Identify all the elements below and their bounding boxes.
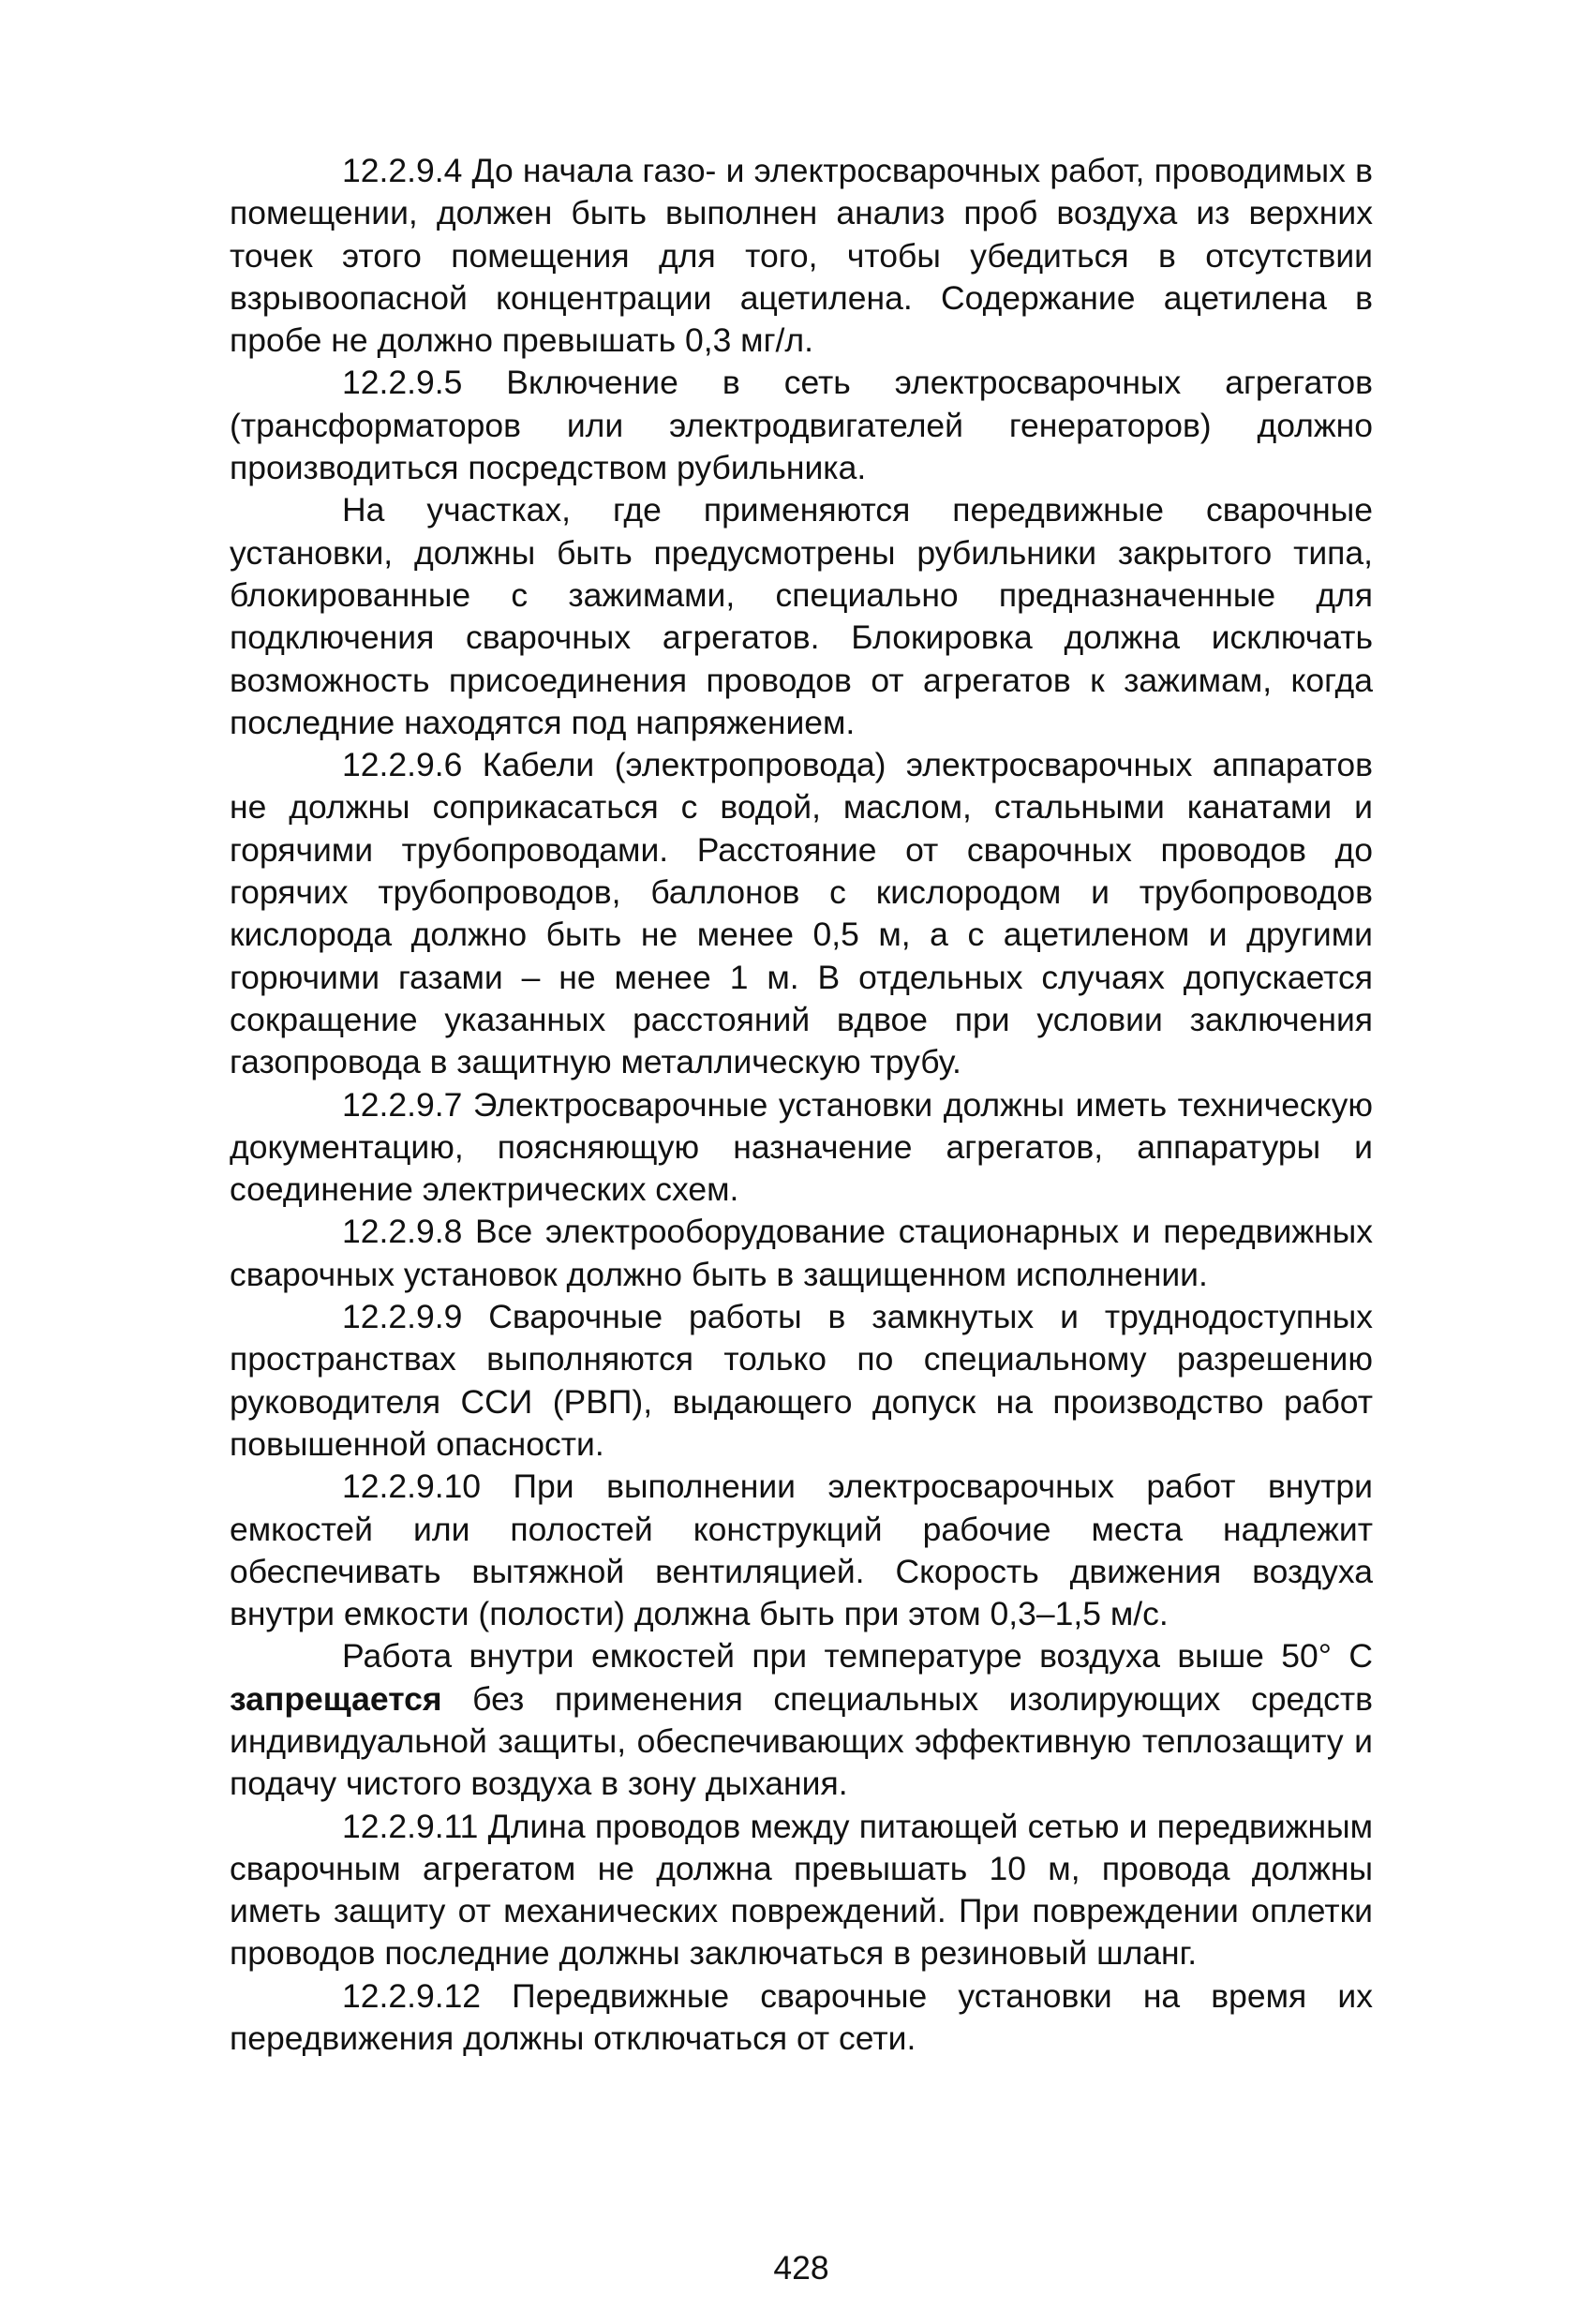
paragraph-text-before: Работа внутри емкостей при температуре воздуха выше 50° С (342, 1637, 1373, 1676)
document-page (230, 150, 1374, 2287)
paragraph-12-2-9-8: 12.2.9.8 Все электрооборудование стационарных и передвижных сварочных установок должно быть в защищенном исполнении. (230, 1213, 1373, 1293)
page-number: 428 (773, 2249, 829, 2287)
paragraph-text-after: без применения специальных изолирующих средств индивидуальной защиты, обеспечивающих эффективную теплозащиту и подачу чистого воздуха в зону дыхания. (230, 1679, 1374, 1803)
paragraph-temperature-restriction (230, 1635, 1373, 1805)
paragraph-12-2-9-11: 12.2.9.11 Длина проводов между питающей сетью и передвижным сварочным агрегатом не должна превышать 10 м, провода должны иметь защиту от механических повреждений. При повреждении оплетки проводов последние должны заключаться в резиновый шланг. (230, 1807, 1373, 1973)
paragraph-mobile-units: На участках, где применяются передвижные сварочные установки, должны быть предусмотрены рубильники закрытого типа, блокированные с зажимами, специально предназначенные для подключения сварочных агрегатов. Блокировка должна исключать возможность присоединения проводов от агрегатов к зажимам, когда последние находятся под напряжением. (230, 491, 1373, 741)
document-body (230, 150, 1373, 2060)
paragraph-12-2-9-6: 12.2.9.6 Кабели (электропровода) электросварочных аппаратов не должны соприкасаться с водой, маслом, стальными канатами и горячими трубопроводами. Расстояние от сварочных проводов до горячих трубопроводов, баллонов с кислородом и трубопроводов кислорода должно быть не менее 0,5 м, а с ацетиленом и другими горючими газами – не менее 1 м. В отдельных случаях допускается сокращение указанных расстояний вдвое при условии заключения газопровода в защитную металлическую трубу. (230, 746, 1373, 1081)
prohibited-emphasis: запрещается (230, 1679, 442, 1718)
paragraph-12-2-9-7: 12.2.9.7 Электросварочные установки должны иметь техническую документацию, поясняющую назначение агрегатов, аппаратуры и соединение электрических схем. (230, 1085, 1373, 1209)
paragraph-12-2-9-5: 12.2.9.5 Включение в сеть электросварочных агрегатов (трансформаторов или электродвигателей генераторов) должно производиться посредством рубильника. (230, 364, 1373, 487)
paragraph-12-2-9-12: 12.2.9.12 Передвижные сварочные установки на время их передвижения должны отключаться от сети. (230, 1976, 1373, 2058)
paragraph-12-2-9-4: 12.2.9.4 До начала газо- и электросварочных работ, проводимых в помещении, должен быть выполнен анализ проб воздуха из верхних точек этого помещения для того, чтобы убедиться в отсутствии взрывоопасной концентрации ацетилена. Содержание ацетилена в пробе не должно превышать 0,3 мг/л. (230, 152, 1373, 360)
paragraph-12-2-9-9: 12.2.9.9 Сварочные работы в замкнутых и труднодоступных пространствах выполняются только по специальному разрешению руководителя ССИ (РВП), выдающего допуск на производство работ повышенной опасности. (230, 1298, 1373, 1463)
paragraph-12-2-9-10: 12.2.9.10 При выполнении электросварочных работ внутри емкостей или полостей конструкций рабочие места надлежит обеспечивать вытяжной вентиляцией. Скорость движения воздуха внутри емкости (полости) должна быть при этом 0,3–1,5 м/с. (230, 1467, 1373, 1633)
